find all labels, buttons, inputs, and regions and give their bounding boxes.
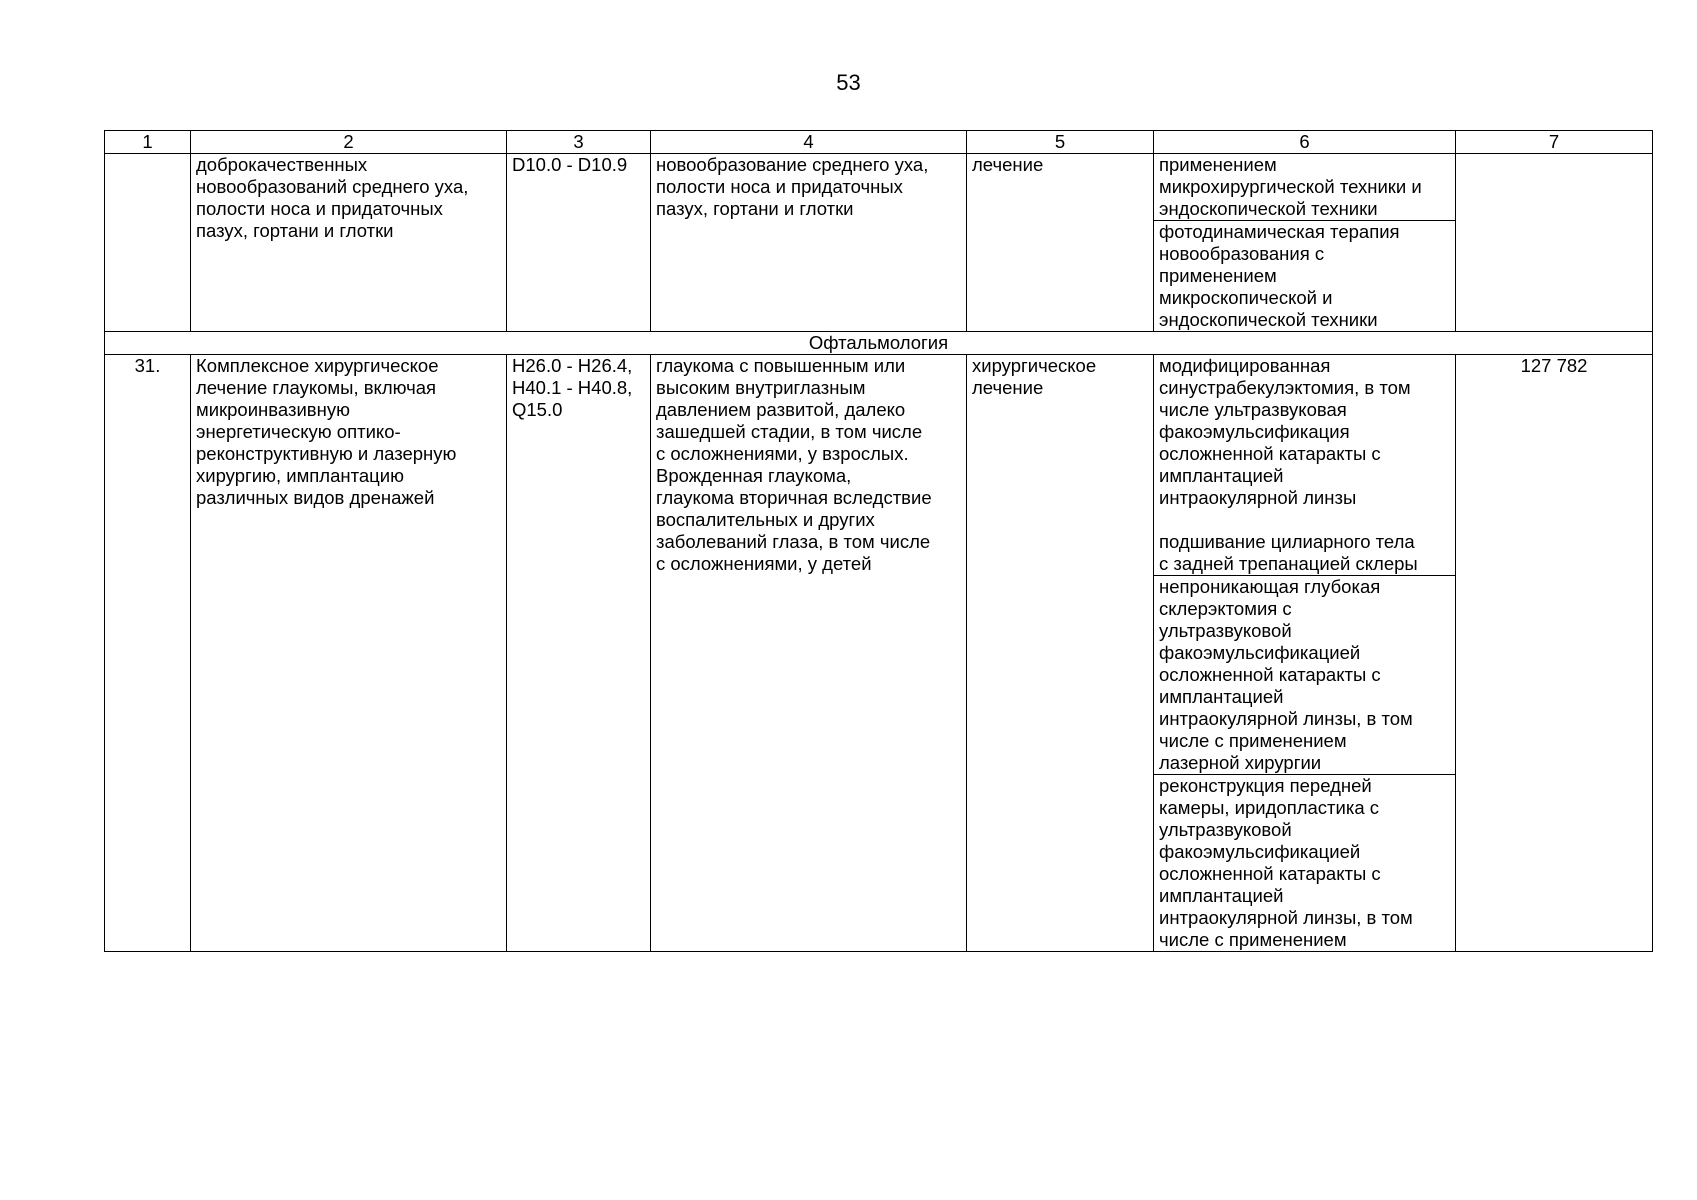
cell-icd-codes: D10.0 - D10.9 — [507, 154, 651, 332]
cell-cost — [1456, 154, 1653, 332]
method-block: фотодинамическая терапия новообразования с применением микроскопической и эндоскопической техники — [1154, 220, 1455, 331]
cell-patient-model: новообразование среднего уха, полости носа и придаточных пазух, гортани и глотки — [651, 154, 967, 332]
cell-number — [105, 154, 191, 332]
method-block: реконструкция передней камеры, иридопластика с ультразвуковой факоэмульсификацией осложненной катаракты с имплантацией интраокулярной линзы, в том числе с применением — [1154, 774, 1455, 951]
column-header-5: 5 — [967, 131, 1154, 154]
method-text: модифицированная синустрабекулэктомия, в том числе ультразвуковая факоэмульсификация осложненной катаракты с имплантацией интраокулярной линзы — [1159, 355, 1411, 508]
column-header-4: 4 — [651, 131, 967, 154]
cell-patient-model: глаукома с повышенным или высоким внутриглазным давлением развитой, далеко зашедшей стадии, в том числе с осложнениями, у взрослых. Врожденная глаукома, глаукома вторичная вследствие воспалительных и других заболеваний глаза, в том числе с осложнениями, у детей — [651, 355, 967, 952]
table-row-31 — [105, 355, 1653, 952]
column-header-3: 3 — [507, 131, 651, 154]
column-header-1: 1 — [105, 131, 191, 154]
cell-treatment-type: хирургическое лечение — [967, 355, 1154, 952]
medical-care-table — [104, 130, 1653, 952]
method-text: подшивание цилиарного тела с задней трепанацией склеры — [1159, 531, 1418, 574]
continuation-row — [105, 154, 1653, 332]
section-header-row — [105, 332, 1653, 355]
cell-number: 31. — [105, 355, 191, 952]
method-block: непроникающая глубокая склерэктомия с ультразвуковой факоэмульсификацией осложненной катаракты с имплантацией интраокулярной линзы, в том числе с применением лазерной хирургии — [1154, 575, 1455, 774]
section-title: Офтальмология — [105, 332, 1653, 355]
cell-care-type: Комплексное хирургическое лечение глаукомы, включая микроинвазивную энергетическую оптико- реконструктивную и лазерную хирургию, имплантацию различных видов дренажей — [191, 355, 507, 952]
page-number: 53 — [836, 70, 861, 95]
cell-treatment-type: лечение — [967, 154, 1154, 332]
cell-icd-codes: H26.0 - H26.4, H40.1 - H40.8, Q15.0 — [507, 355, 651, 952]
cell-treatment-methods — [1154, 355, 1456, 952]
cell-cost: 127 782 — [1456, 355, 1653, 952]
cell-care-type: доброкачественных новообразований среднего уха, полости носа и придаточных пазух, гортани и глотки — [191, 154, 507, 332]
column-number-header-row — [105, 131, 1653, 154]
method-spacer — [1159, 509, 1450, 531]
column-header-7: 7 — [1456, 131, 1653, 154]
column-header-6: 6 — [1154, 131, 1456, 154]
column-header-2: 2 — [191, 131, 507, 154]
cell-treatment-methods — [1154, 154, 1456, 332]
method-block: применением микрохирургической техники и эндоскопической техники — [1159, 154, 1422, 219]
method-block — [1154, 355, 1455, 575]
